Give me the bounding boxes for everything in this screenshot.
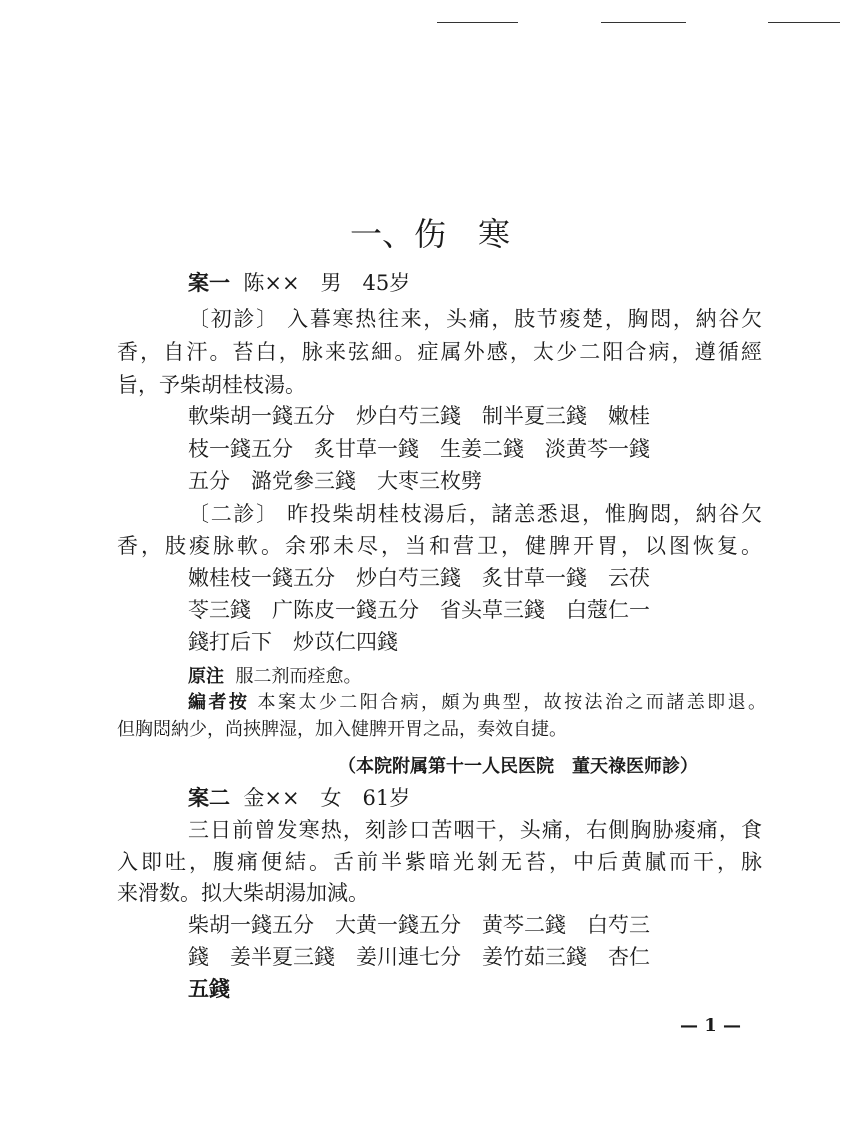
- prescription-line: 柴胡一錢五分 大黄一錢五分 黄芩二錢 白芍三: [188, 913, 650, 937]
- prescription-line: 枝一錢五分 炙甘草一錢 生姜二錢 淡黄芩一錢: [188, 437, 650, 461]
- attribution: （本院附属第十一人民医院 董天祿医师診）: [338, 756, 698, 777]
- original-note-label: 原注: [188, 666, 224, 687]
- original-note: [188, 663, 361, 691]
- editor-note-label: 編者按: [188, 692, 250, 713]
- editor-note: [188, 689, 766, 717]
- prescription-line: 軟柴胡一錢五分 炒白芍三錢 制半夏三錢 嫩桂: [188, 404, 650, 428]
- text-line: 昨投柴胡桂枝湯后，諸恙悉退，惟胸悶，納谷欠: [287, 502, 763, 526]
- text-line: 来滑数。拟大柴胡湯加減。: [117, 881, 369, 905]
- top-rule: [601, 22, 686, 23]
- text-line: 但胸悶納少，尚挾脾湿，加入健脾开胃之品，奏效自捷。: [117, 719, 567, 740]
- second-visit-label: 〔二診〕: [188, 502, 279, 526]
- case2-heading: 案二: [188, 785, 230, 810]
- case2-patient: 金×× 女 61岁: [243, 786, 411, 810]
- text-line: 入即吐，腹痛便結。舌前半紫暗光剝无苔，中后黄膩而干，脉: [117, 850, 762, 874]
- case2-header: [188, 784, 410, 812]
- case1-header: [188, 269, 410, 297]
- text-line: 三日前曾发寒热，刻診口苦咽干，头痛，右側胸胁痠痛，食: [188, 818, 762, 842]
- original-note-text: 服二剂而痊愈。: [235, 666, 362, 687]
- text-line: 香，自汗。苔白，脉来弦細。症属外感，太少二阳合病，遵循經: [117, 340, 762, 364]
- case1-heading: 案一: [188, 270, 230, 295]
- prescription-line: 苓三錢 广陈皮一錢五分 省头草三錢 白蔻仁一: [188, 598, 650, 622]
- case1-patient: 陈×× 男 45岁: [243, 271, 411, 295]
- prescription-line: 嫩桂枝一錢五分 炒白芍三錢 炙甘草一錢 云茯: [188, 566, 650, 590]
- prescription-line: 五分 潞党參三錢 大枣三枚劈: [188, 469, 482, 493]
- case1-first-visit-line: [188, 305, 762, 333]
- page-number: — 1 —: [680, 1015, 742, 1036]
- prescription-line: 錢打后下 炒苡仁四錢: [188, 630, 398, 654]
- text-line: 旨，予柴胡桂枝湯。: [117, 373, 306, 397]
- text-line: 入暮寒热往来，头痛，肢节痠楚，胸悶，納谷欠: [287, 307, 763, 331]
- top-rule: [437, 22, 518, 23]
- prescription-line: 五錢: [188, 976, 230, 1001]
- text-line: 本案太少二阳合病，頗为典型，故按法治之而諸恙即退。: [257, 692, 767, 713]
- first-visit-label: 〔初診〕: [188, 307, 279, 331]
- top-rule: [768, 22, 840, 23]
- chapter-title: 一、伤 寒: [350, 215, 511, 253]
- prescription-line: 錢 姜半夏三錢 姜川連七分 姜竹茹三錢 杏仁: [188, 945, 650, 969]
- case1-second-visit-line: [188, 500, 762, 528]
- text-line: 香，肢痠脉軟。余邪未尽，当和营卫，健脾开胃，以图恢复。: [117, 534, 762, 558]
